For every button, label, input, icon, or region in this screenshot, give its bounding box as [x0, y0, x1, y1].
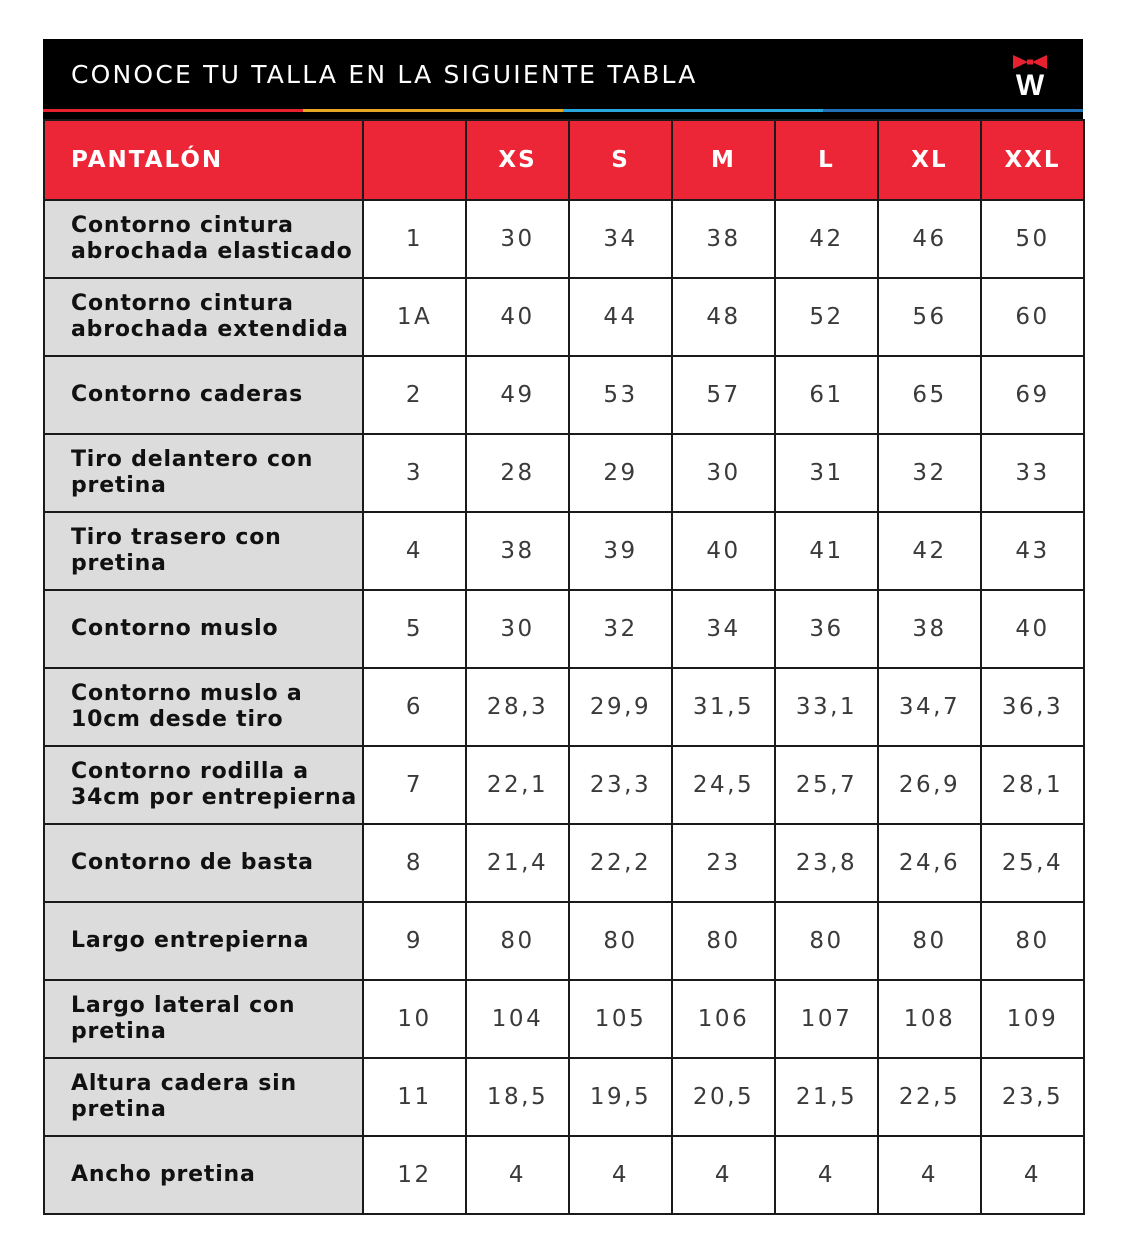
measurement-code: 2: [363, 356, 466, 434]
size-value: 33,1: [775, 668, 878, 746]
size-value: 22,2: [569, 824, 672, 902]
table-row: [44, 1058, 1084, 1136]
size-value: 80: [569, 902, 672, 980]
size-value: 80: [775, 902, 878, 980]
size-value: 38: [466, 512, 569, 590]
size-value: 23,5: [981, 1058, 1084, 1136]
size-value: 34: [569, 200, 672, 278]
table-row: [44, 278, 1084, 356]
measurement-code: 6: [363, 668, 466, 746]
size-value: 36: [775, 590, 878, 668]
size-value: 57: [672, 356, 775, 434]
size-value: 36,3: [981, 668, 1084, 746]
table-row: [44, 980, 1084, 1058]
measurement-code: 1: [363, 200, 466, 278]
size-value: 80: [672, 902, 775, 980]
table-row: [44, 746, 1084, 824]
page-title: CONOCE TU TALLA EN LA SIGUIENTE TABLA: [71, 60, 698, 89]
size-value: 38: [672, 200, 775, 278]
measurement-label: Contorno de basta: [44, 824, 363, 902]
size-value: 53: [569, 356, 672, 434]
size-value: 109: [981, 980, 1084, 1058]
table-row: [44, 200, 1084, 278]
size-value: 25,7: [775, 746, 878, 824]
size-value: 80: [878, 902, 981, 980]
table-row: [44, 434, 1084, 512]
size-value: 34,7: [878, 668, 981, 746]
table-row: [44, 590, 1084, 668]
size-value: 32: [878, 434, 981, 512]
size-value: 29,9: [569, 668, 672, 746]
size-value: 28,3: [466, 668, 569, 746]
table-header-row: [44, 120, 1084, 200]
column-header-garment: PANTALÓN: [44, 120, 363, 200]
size-value: 104: [466, 980, 569, 1058]
header-divider: [43, 112, 1083, 119]
size-value: 61: [775, 356, 878, 434]
measurement-label: Largo lateral con pretina: [44, 980, 363, 1058]
measurement-label: Tiro trasero con pretina: [44, 512, 363, 590]
size-value: 21,5: [775, 1058, 878, 1136]
size-value: 28: [466, 434, 569, 512]
size-value: 31,5: [672, 668, 775, 746]
size-value: 30: [466, 200, 569, 278]
size-value: 34: [672, 590, 775, 668]
table-body: [44, 200, 1084, 1214]
size-value: 29: [569, 434, 672, 512]
size-value: 21,4: [466, 824, 569, 902]
column-header-size: L: [775, 120, 878, 200]
size-value: 22,5: [878, 1058, 981, 1136]
size-value: 105: [569, 980, 672, 1058]
size-value: 32: [569, 590, 672, 668]
measurement-code: 4: [363, 512, 466, 590]
size-value: 31: [775, 434, 878, 512]
measurement-label: Contorno cintura abrochada elasticado: [44, 200, 363, 278]
size-value: 23,8: [775, 824, 878, 902]
size-value: 40: [466, 278, 569, 356]
measurement-code: 5: [363, 590, 466, 668]
size-value: 30: [466, 590, 569, 668]
size-value: 108: [878, 980, 981, 1058]
measurement-label: Contorno rodilla a 34cm por entrepierna: [44, 746, 363, 824]
size-value: 52: [775, 278, 878, 356]
size-value: 4: [981, 1136, 1084, 1214]
size-value: 49: [466, 356, 569, 434]
size-value: 69: [981, 356, 1084, 434]
size-value: 107: [775, 980, 878, 1058]
size-value: 40: [672, 512, 775, 590]
size-value: 4: [878, 1136, 981, 1214]
size-value: 41: [775, 512, 878, 590]
column-header-size: XL: [878, 120, 981, 200]
measurement-label: Contorno caderas: [44, 356, 363, 434]
column-header-size: S: [569, 120, 672, 200]
size-value: 44: [569, 278, 672, 356]
column-header-size: XS: [466, 120, 569, 200]
size-value: 19,5: [569, 1058, 672, 1136]
size-value: 50: [981, 200, 1084, 278]
column-header-size: M: [672, 120, 775, 200]
measurement-code: 11: [363, 1058, 466, 1136]
table-row: [44, 1136, 1084, 1214]
size-value: 39: [569, 512, 672, 590]
measurement-code: 9: [363, 902, 466, 980]
table-row: [44, 902, 1084, 980]
size-value: 30: [672, 434, 775, 512]
size-value: 60: [981, 278, 1084, 356]
size-value: 42: [878, 512, 981, 590]
measurement-code: 1A: [363, 278, 466, 356]
size-value: 22,1: [466, 746, 569, 824]
size-value: 28,1: [981, 746, 1084, 824]
size-value: 23,3: [569, 746, 672, 824]
table-row: [44, 356, 1084, 434]
size-value: 65: [878, 356, 981, 434]
column-header-size: XXL: [981, 120, 1084, 200]
size-value: 80: [466, 902, 569, 980]
size-value: 46: [878, 200, 981, 278]
measurement-label: Ancho pretina: [44, 1136, 363, 1214]
size-value: 33: [981, 434, 1084, 512]
size-value: 24,6: [878, 824, 981, 902]
size-value: 106: [672, 980, 775, 1058]
table-row: [44, 824, 1084, 902]
size-value: 25,4: [981, 824, 1084, 902]
size-value: 38: [878, 590, 981, 668]
measurement-label: Contorno muslo a 10cm desde tiro: [44, 668, 363, 746]
measurement-code: 8: [363, 824, 466, 902]
measurement-label: Largo entrepierna: [44, 902, 363, 980]
column-header-code: [363, 120, 466, 200]
size-value: 4: [569, 1136, 672, 1214]
size-value: 20,5: [672, 1058, 775, 1136]
measurement-code: 10: [363, 980, 466, 1058]
table-row: [44, 668, 1084, 746]
size-value: 4: [672, 1136, 775, 1214]
size-value: 40: [981, 590, 1084, 668]
measurement-code: 7: [363, 746, 466, 824]
measurement-code: 3: [363, 434, 466, 512]
size-value: 56: [878, 278, 981, 356]
size-value: 4: [775, 1136, 878, 1214]
size-value: 23: [672, 824, 775, 902]
size-value: 24,5: [672, 746, 775, 824]
measurement-label: Tiro delantero con pretina: [44, 434, 363, 512]
measurement-label: Altura cadera sin pretina: [44, 1058, 363, 1136]
table-row: [44, 512, 1084, 590]
size-value: 4: [466, 1136, 569, 1214]
measurement-code: 12: [363, 1136, 466, 1214]
size-value: 18,5: [466, 1058, 569, 1136]
size-table: [43, 119, 1085, 1215]
size-value: 42: [775, 200, 878, 278]
size-value: 80: [981, 902, 1084, 980]
measurement-label: Contorno muslo: [44, 590, 363, 668]
size-value: 26,9: [878, 746, 981, 824]
measurement-label: Contorno cintura abrochada extendida: [44, 278, 363, 356]
logo-letter: W: [1015, 69, 1045, 99]
size-value: 43: [981, 512, 1084, 590]
bow-tie-w-logo-icon: [1011, 51, 1049, 99]
header-banner: [43, 39, 1083, 109]
size-value: 48: [672, 278, 775, 356]
